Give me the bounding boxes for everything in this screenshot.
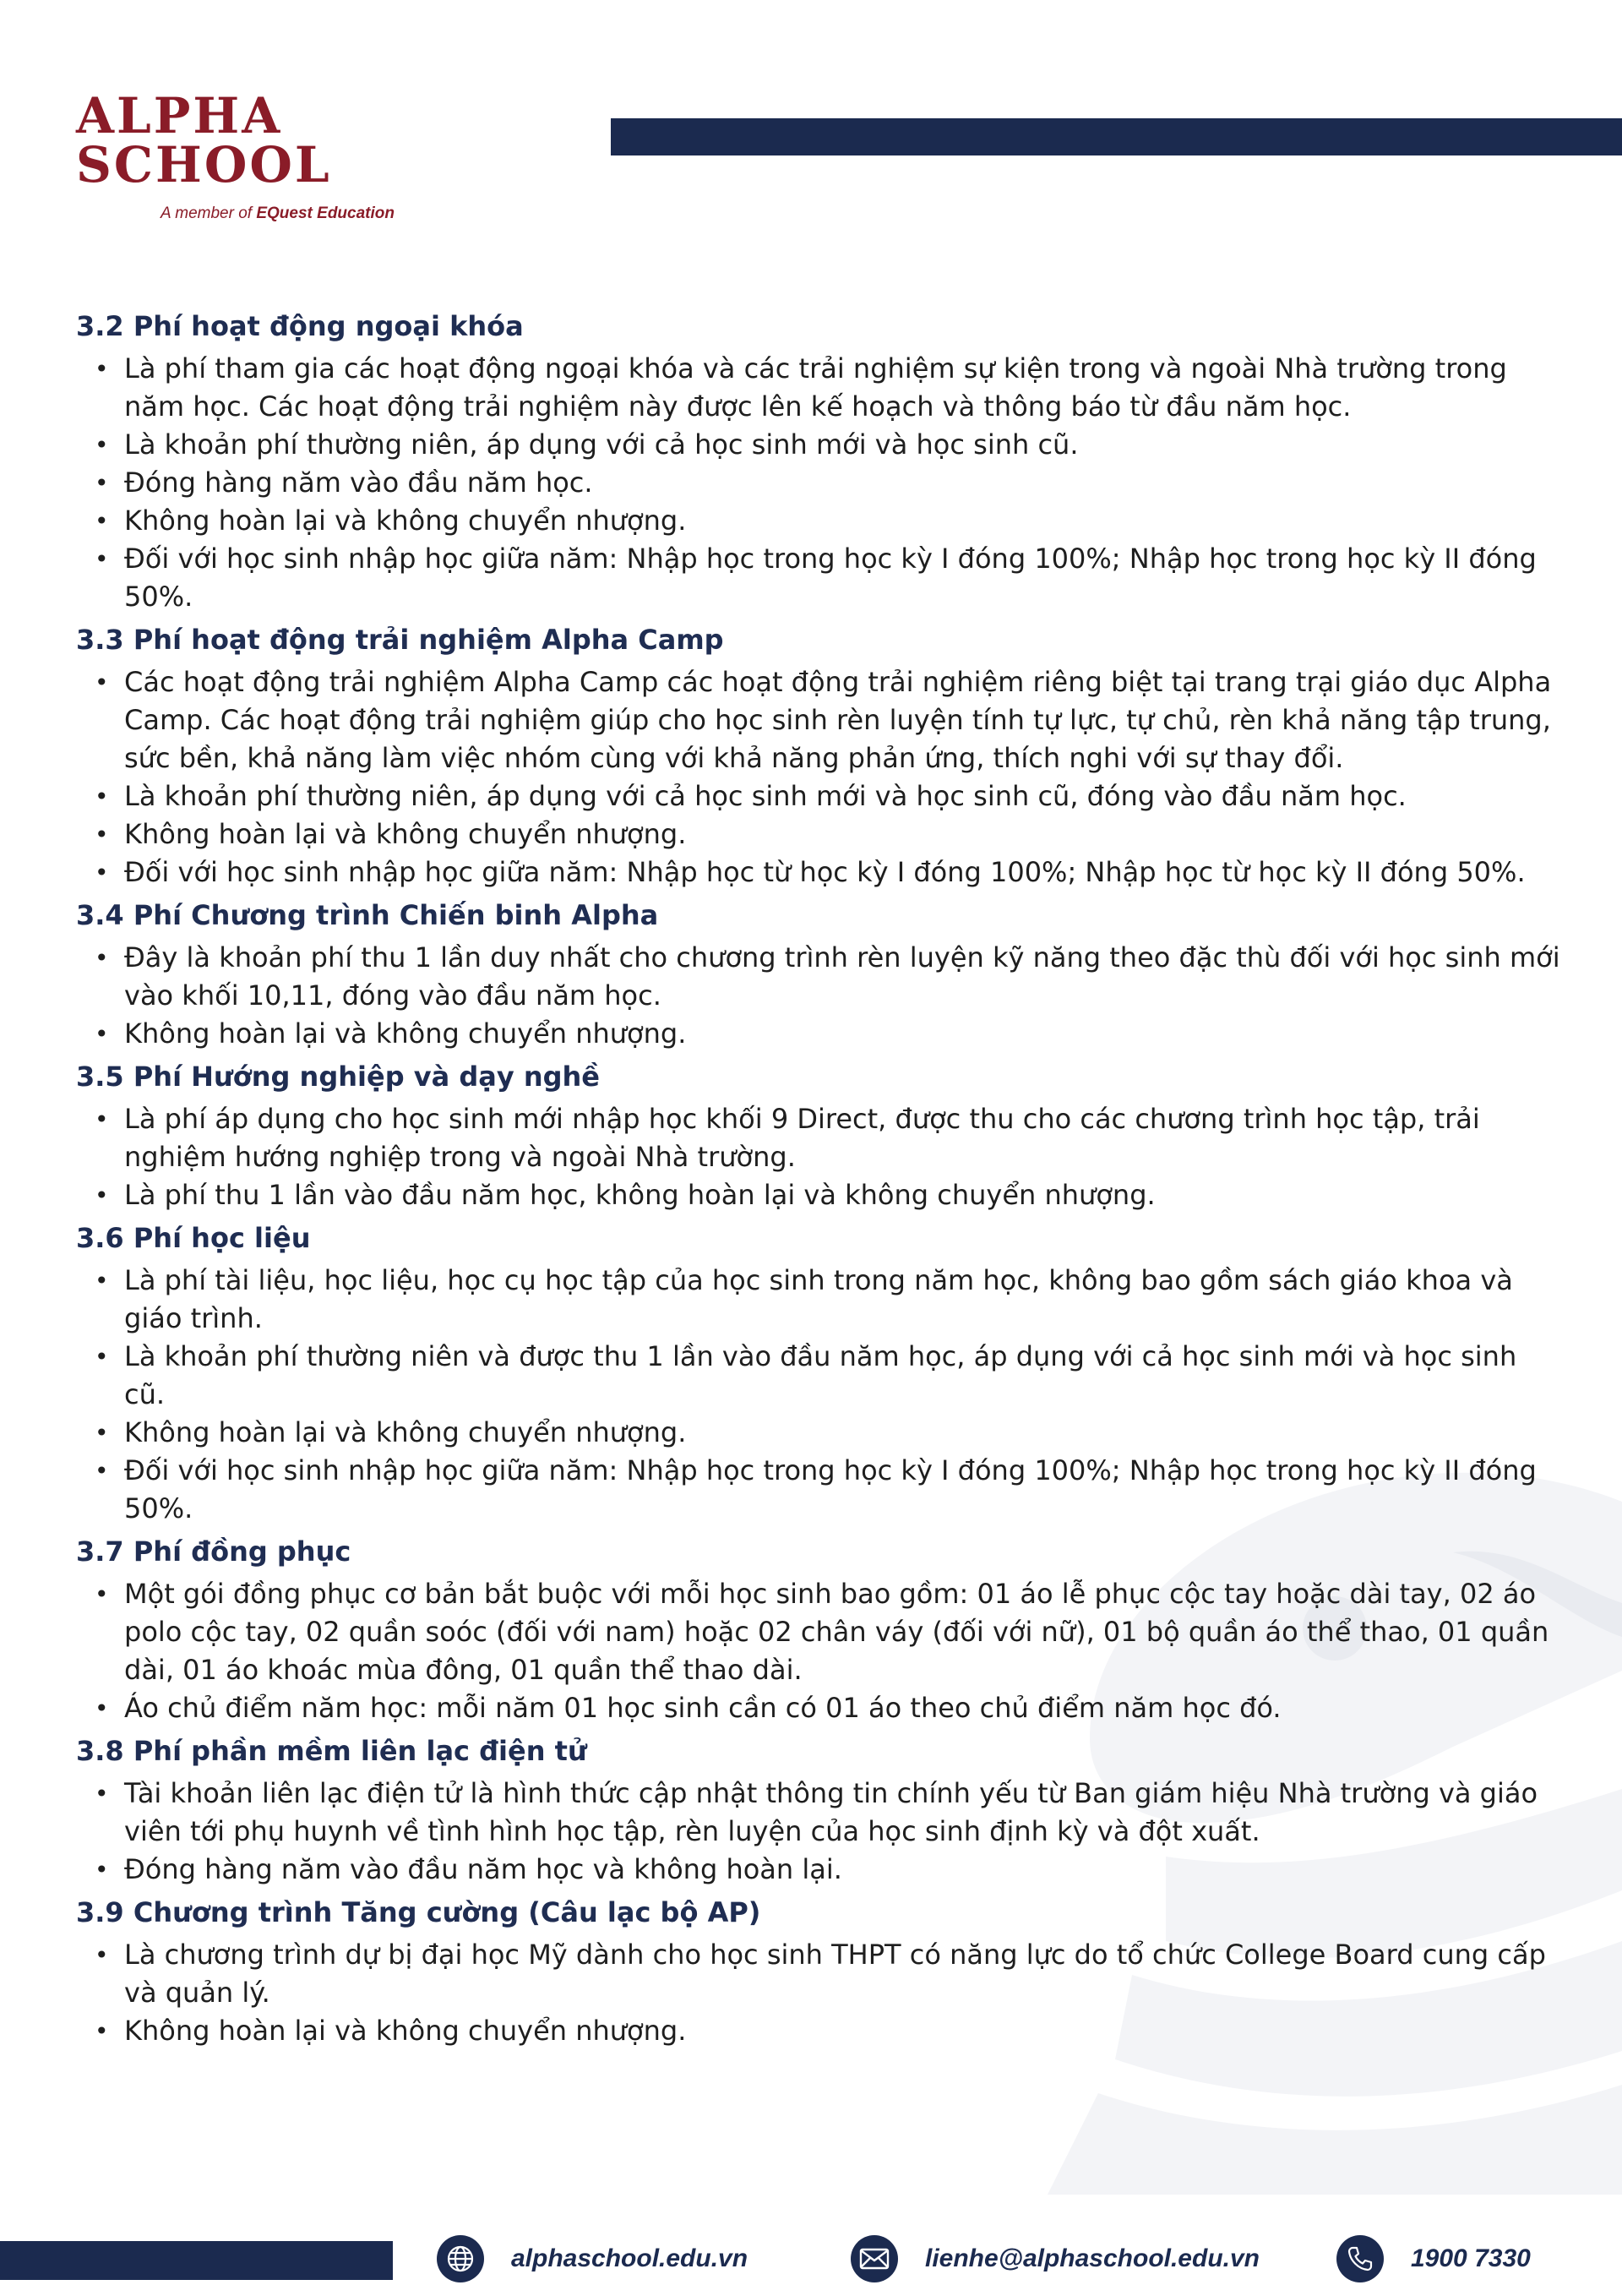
list-item-text: Đối với học sinh nhập học giữa năm: Nhập học trong học kỳ I đóng 100%; Nhập học trong học kỳ II đóng 50%. <box>124 1454 1537 1524</box>
list-item-text: Không hoàn lại và không chuyển nhượng. <box>124 2015 687 2047</box>
section-title: 3.2 Phí hoạt động ngoại khóa <box>76 310 524 342</box>
list-item-text: Là khoản phí thường niên và được thu 1 lần vào đầu năm học, áp dụng với cả học sinh mới và học sinh cũ. <box>124 1340 1517 1410</box>
list-item-text: Là phí áp dụng cho học sinh mới nhập học khối 9 Direct, được thu cho các chương trình học tập, trải nghiệm hướng nghiệp trong và ngoài Nhà trường. <box>124 1103 1480 1173</box>
website-contact[interactable] <box>437 2235 748 2282</box>
globe-icon <box>437 2235 484 2282</box>
list-item <box>76 1936 1563 2012</box>
section-title: 3.7 Phí đồng phục <box>76 1535 351 1568</box>
phone-contact[interactable] <box>1336 2235 1531 2282</box>
footer-bar <box>0 2241 393 2280</box>
list-item <box>76 1414 1563 1452</box>
bullet-dot: • <box>95 1267 109 1295</box>
bullet-list <box>76 1936 1563 2050</box>
bullet-dot: • <box>95 355 109 383</box>
bullet-dot: • <box>95 668 109 696</box>
list-item <box>76 1575 1563 1689</box>
fee-section <box>76 1058 1563 1214</box>
list-item-text: Một gói đồng phục cơ bản bắt buộc với mỗi học sinh bao gồm: 01 áo lễ phục cộc tay hoặc dài tay, 02 áo polo cộc tay, 02 quần soóc (đối với nam) hoặc 02 chân váy (đối với nữ), 01 bộ quần áo thể thao, 01 quần dài, 01 áo khoác mùa đông, 01 quần thể thao dài. <box>124 1578 1549 1686</box>
bullet-list <box>76 939 1563 1053</box>
list-item <box>76 464 1563 502</box>
bullet-dot: • <box>95 1105 109 1133</box>
fee-content <box>76 303 1563 2050</box>
bullet-dot: • <box>95 469 109 497</box>
list-item <box>76 1689 1563 1727</box>
list-item-text: Không hoàn lại và không chuyển nhượng. <box>124 1416 687 1448</box>
fee-section <box>76 897 1563 1053</box>
fee-section <box>76 1219 1563 1528</box>
email-link[interactable]: lienhe@alphaschool.edu.vn <box>925 2244 1260 2272</box>
bullet-dot: • <box>95 1181 109 1209</box>
school-name: ALPHA SCHOOL <box>76 87 332 194</box>
bullet-dot: • <box>95 2017 109 2045</box>
list-item <box>76 1452 1563 1528</box>
mail-icon <box>851 2235 898 2282</box>
bullet-dot: • <box>95 545 109 573</box>
bullet-dot: • <box>95 1020 109 1048</box>
school-logo <box>76 87 515 223</box>
list-item-text: Không hoàn lại và không chuyển nhượng. <box>124 504 687 537</box>
list-item <box>76 777 1563 815</box>
bullet-dot: • <box>95 783 109 810</box>
tagline-prefix: A member of <box>161 205 257 222</box>
list-item-text: Áo chủ điểm năm học: mỗi năm 01 học sinh cần có 01 áo theo chủ điểm năm học đó. <box>124 1692 1282 1724</box>
bullet-dot: • <box>95 821 109 848</box>
section-title: 3.6 Phí học liệu <box>76 1222 311 1254</box>
fee-section <box>76 1533 1563 1727</box>
list-item <box>76 426 1563 464</box>
bullet-list <box>76 1100 1563 1214</box>
list-item <box>76 502 1563 540</box>
email-contact[interactable] <box>851 2235 1260 2282</box>
website-link[interactable]: alphaschool.edu.vn <box>511 2244 748 2272</box>
list-item-text: Đóng hàng năm vào đầu năm học và không hoàn lại. <box>124 1853 842 1885</box>
bullet-list <box>76 350 1563 616</box>
list-item-text: Đóng hàng năm vào đầu năm học. <box>124 466 593 499</box>
bullet-dot: • <box>95 1780 109 1808</box>
list-item <box>76 350 1563 426</box>
list-item <box>76 540 1563 616</box>
bullet-dot: • <box>95 1694 109 1722</box>
list-item-text: Là phí tài liệu, học liệu, học cụ học tập của học sinh trong năm học, không bao gồm sách giáo khoa và giáo trình. <box>124 1264 1513 1334</box>
bullet-list <box>76 1775 1563 1889</box>
list-item-text: Là khoản phí thường niên, áp dụng với cả học sinh mới và học sinh cũ. <box>124 428 1079 461</box>
list-item <box>76 939 1563 1015</box>
header-bar <box>611 118 1622 155</box>
list-item <box>76 1015 1563 1053</box>
bullet-list <box>76 663 1563 892</box>
fee-section <box>76 621 1563 892</box>
bullet-list <box>76 1575 1563 1727</box>
list-item-text: Các hoạt động trải nghiệm Alpha Camp các hoạt động trải nghiệm riêng biệt tại trang trại giáo dục Alpha Camp. Các hoạt động trải nghiệm giúp cho học sinh rèn luyện tính tự lực, tự chủ, rèn khả năng tập trung, sức bền, khả năng làm việc nhóm cùng với khả năng phản ứng, thích nghi với sự thay đổi. <box>124 666 1552 774</box>
list-item-text: Là phí tham gia các hoạt động ngoại khóa và các trải nghiệm sự kiện trong và ngoài Nhà trường trong năm học. Các hoạt động trải nghiệm này được lên kế hoạch và thông báo từ đầu năm học. <box>124 352 1507 423</box>
list-item-text: Là phí thu 1 lần vào đầu năm học, không hoàn lại và không chuyển nhượng. <box>124 1179 1156 1211</box>
bullet-dot: • <box>95 431 109 459</box>
list-item-text: Không hoàn lại và không chuyển nhượng. <box>124 818 687 850</box>
list-item <box>76 854 1563 892</box>
bullet-list <box>76 1262 1563 1528</box>
list-item-text: Tài khoản liên lạc điện tử là hình thức cập nhật thông tin chính yếu từ Ban giám hiệu Nhà trường và giáo viên tới phụ huynh về tình hình học tập, rèn luyện của học sinh định kỳ và đột xuất. <box>124 1777 1538 1847</box>
section-title: 3.5 Phí Hướng nghiệp và dạy nghề <box>76 1061 600 1093</box>
fee-section <box>76 308 1563 616</box>
list-item-text: Là khoản phí thường niên, áp dụng với cả học sinh mới và học sinh cũ, đóng vào đầu năm học. <box>124 780 1407 812</box>
list-item-text: Không hoàn lại và không chuyển nhượng. <box>124 1017 687 1050</box>
bullet-dot: • <box>95 1580 109 1608</box>
bullet-dot: • <box>95 1941 109 1969</box>
bullet-dot: • <box>95 1457 109 1485</box>
list-item <box>76 1262 1563 1338</box>
fee-section <box>76 1894 1563 2050</box>
bullet-dot: • <box>95 859 109 886</box>
section-title: 3.8 Phí phần mềm liên lạc điện tử <box>76 1735 587 1767</box>
list-item-text: Đối với học sinh nhập học giữa năm: Nhập học trong học kỳ I đóng 100%; Nhập học trong học kỳ II đóng 50%. <box>124 543 1537 613</box>
list-item <box>76 2012 1563 2050</box>
phone-number[interactable]: 1900 7330 <box>1411 2244 1531 2272</box>
list-item <box>76 1100 1563 1176</box>
list-item <box>76 1775 1563 1851</box>
section-title: 3.3 Phí hoạt động trải nghiệm Alpha Camp <box>76 624 724 656</box>
bullet-dot: • <box>95 1419 109 1447</box>
list-item-text: Đối với học sinh nhập học giữa năm: Nhập học từ học kỳ I đóng 100%; Nhập học từ học kỳ II đóng 50%. <box>124 856 1526 888</box>
list-item-text: Là chương trình dự bị đại học Mỹ dành cho học sinh THPT có năng lực do tổ chức College Board cung cấp và quản lý. <box>124 1939 1546 2009</box>
list-item <box>76 1338 1563 1414</box>
list-item <box>76 815 1563 854</box>
list-item <box>76 663 1563 777</box>
list-item <box>76 1176 1563 1214</box>
school-tagline <box>161 205 515 223</box>
section-title: 3.4 Phí Chương trình Chiến binh Alpha <box>76 899 659 931</box>
bullet-dot: • <box>95 1343 109 1371</box>
phone-icon <box>1336 2235 1384 2282</box>
section-title: 3.9 Chương trình Tăng cường (Câu lạc bộ AP) <box>76 1896 761 1928</box>
list-item-text: Đây là khoản phí thu 1 lần duy nhất cho chương trình rèn luyện kỹ năng theo đặc thù đối với học sinh mới vào khối 10,11, đóng vào đầu năm học. <box>124 941 1560 1012</box>
list-item <box>76 1851 1563 1889</box>
bullet-dot: • <box>95 944 109 972</box>
fee-section <box>76 1732 1563 1889</box>
tagline-org: EQuest Education <box>256 205 395 222</box>
bullet-dot: • <box>95 507 109 535</box>
bullet-dot: • <box>95 1856 109 1884</box>
